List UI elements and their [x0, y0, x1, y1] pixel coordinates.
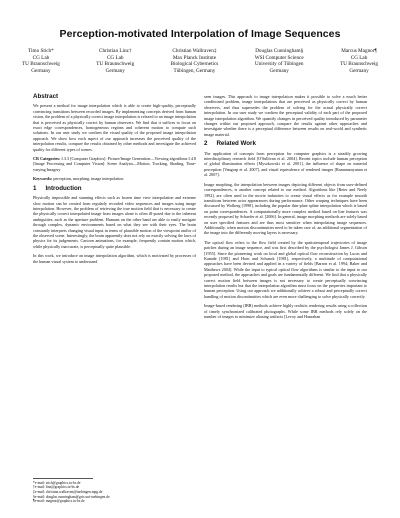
author-block: [340, 48, 378, 74]
left-column: [33, 94, 196, 268]
intro-paragraph: In this work, we introduce an image interpolation algorithm, which is motivated by processes of the human visual system to understand: [33, 253, 196, 264]
author-block: [96, 48, 134, 74]
section-title: Related Work: [216, 140, 256, 148]
intro-heading: [33, 186, 196, 191]
right-column: [204, 94, 367, 323]
related-paragraph: The optical flow refers to the flow field created by the spatiotemporal trajectories of image patches during an image sequence, and was first described by the psychologist James J. Gibson [1955]. Since the pioneering work on local and global optical flow reconstruction by Lucas and Kanade [1981] and Horn and Schunck [1981], respectively, a multitude of computational approaches have been devised and applied in a variety of fields [Barron et al. 1994; Baker and Matthews 2004]. While the input to typical optical flow algorithms is similar to the input to our proposed method, the approaches and goals are fundamentally different. We find that a physically correct motion field between images is not necessary to create perceptually convincing interpolation results but that the interpolation algorithm must focus on the properties important to human perception. Using our approach we additionally achieve a robust and perceptually correct handling of motion discontinuities which are even more challenging to solve physically correctly.: [204, 239, 367, 299]
related-paragraph: Image-based rendering (IBR) methods achieve highly realistic rendering results using a collection of timely synchronized calibrated photographs. While some IBR methods rely solely on the number of images to minimize aliasing artifacts [Levoy and Hanrahan: [204, 303, 367, 320]
cr-categories-text: I.3.3 [Computer Graphics]: Picture/Image Generation—Viewing algorithms I.4.8 [Image Processing and Computer Vision]: Scene Analysis—Motion, Tracking, Shading, Time-varying Imagery: [33, 156, 196, 172]
section-title: Introduction: [45, 184, 82, 192]
author-affiliation: Biological Cybernetics: [170, 61, 219, 68]
section-number: 2: [204, 140, 208, 148]
keywords-text: perception, morphing, image interpolation: [53, 176, 124, 182]
author-affiliation: TU Braunschweig: [340, 61, 378, 68]
author-block: [22, 48, 60, 74]
abstract-text: We present a method for image interpolation which is able to create high-quality, perceptually convincing transitions between recorded images. By implementing concepts derived from human vision, the problem of a physically correct image interpolation is relaxed to an image interpolation that is perceived as physically correct by human observers. We find that it suffices to focus on exact edge correspondences, homogeneous regions and coherent motion to compute such solutions. In our user study we confirm the visual quality of the proposed image interpolation approach. We show how each aspect of our approach increases the perceived quality of the interpolation results, compare the results obtained by other methods and investigate the achieved quality for different types of scenes.: [33, 103, 196, 152]
intro-paragraph: Physically impossible and stunning effects such as frozen time view interpolation and extreme slow motion can be created from regularly recorded video sequences and images using image interpolation. However, the problem of retrieving the true motion field that is necessary to create the physically correct interpolated image from images alone is often ill-posed due to the inherent ambiguities, such as the aperture problem. Humans on the other hand are able to easily navigate through complex, dynamic environments based on what they see with their eyes. The brain constantly interprets changing visual input in terms of plausible motion of the viewpoint and/or of the observed scene. Interestingly, the brain apparently does not rely on exactly solving the laws of physics for its judgements. Cartoon animations, for example, frequently contain motion which, while physically inaccurate, is perceptually quite plausible.: [33, 195, 196, 249]
author-affiliation: CG Lab: [106, 54, 124, 61]
paper-title: Perception-motivated Interpolation of Image Sequences: [59, 28, 341, 40]
author-affiliation: TU Braunschweig: [22, 61, 60, 68]
author-country: Tübingen, Germany: [173, 67, 216, 74]
author-name: Christian Linz†: [99, 48, 132, 54]
author-name: Marcus Magnor¶: [341, 48, 377, 54]
related-work-heading: [204, 141, 367, 146]
footnote: †e-mail: linz@graphics.tu-bs.de: [33, 485, 80, 490]
author-country: Germany: [105, 67, 125, 74]
author-affiliation: CG Lab: [32, 54, 50, 61]
author-name: Timo Stich*: [28, 48, 54, 54]
author-name: Douglas Cunningham§: [255, 48, 304, 54]
intro-continuation: seen images. This approach to image interpolation makes it possible to solve a much better conditioned problem, image interpolations that are perceived as physically correct by human observers, and thus supersedes the problem of solving for the actual physically correct interpolation. In our user study we confirm the perceptual validity of each part of the proposed image interpolation algorithm. We quantify changes in perceived quality introduced by parameter changes within our proposed approach, compare the results against other approaches and investigate whether there is a perceptual difference between results on real-world and synthetic image material.: [204, 94, 367, 137]
footnote: *e-mail: stich@graphics.tu-bs.de: [33, 480, 81, 485]
author-country: Germany: [349, 67, 369, 74]
footnotes: [33, 478, 196, 504]
abstract-heading: Abstract: [33, 93, 59, 100]
keywords-label: Keywords:: [33, 176, 53, 182]
author-affiliation: WSI Computer Science: [254, 54, 304, 61]
author-block: [255, 48, 304, 74]
footnote: §e-mail: douglas.cunningham@gris.uni-tuebingen.de: [33, 494, 110, 499]
author-block: [171, 48, 219, 74]
author-affiliation: Max Planck Institute: [172, 54, 217, 61]
author-affiliation: CG Lab: [350, 54, 368, 61]
author-list: [22, 48, 378, 74]
author-country: Germany: [31, 67, 51, 74]
author-name: Christian Wallraven‡: [172, 48, 217, 54]
section-number: 1: [33, 184, 37, 192]
footnote: ‡e-mail: christian.wallraven@tuebingen.mpg.de: [33, 489, 103, 494]
keywords: [33, 176, 196, 181]
cr-categories: [33, 156, 196, 172]
related-paragraph: The application of concepts from perception for computer graphics is a steadily growing interdisciplinary research field [O'Sullivan et al. 2004]. Recent topics include human perception of global illumination effects [Myszkowski et al. 2001], the influence of shape on material perception [Vangorp et al. 2007], and visual equivalence of rendered images [Ramanarayanan et al. 2007].: [204, 150, 367, 178]
footnote-divider: [33, 478, 93, 479]
author-affiliation: University of Tübingen: [254, 61, 304, 68]
author-country: Germany: [269, 67, 289, 74]
author-affiliation: TU Braunschweig: [96, 61, 135, 68]
footnote: ¶e-mail: magnor@graphics.tu-bs.de: [33, 499, 85, 504]
related-paragraph: Image morphing, the interpolation between images depicting different objects from user-defined correspondences, is another concept related to our method. Algorithms like [Beier and Neely 1992], are often used in the movie industries to create visual effects as for example smooth transitions between actor appearances during performance. Other warping techniques have been discussed by Wolberg [1998], including the popular thin-plate spline interpolation which is based on point correspondences. A computationally more complex method based on line features was recently proposed by Schaefer et al. [2006]. In general, image morphing methods are solely based on user specified features and are thus most sensitive when interpolating image sequences. Additionally, when motion discontinuities need to be taken care of, an additional segmentation of the image into the differently moving layers is necessary.: [204, 181, 367, 236]
cr-categories-label: CR Categories:: [33, 156, 61, 162]
